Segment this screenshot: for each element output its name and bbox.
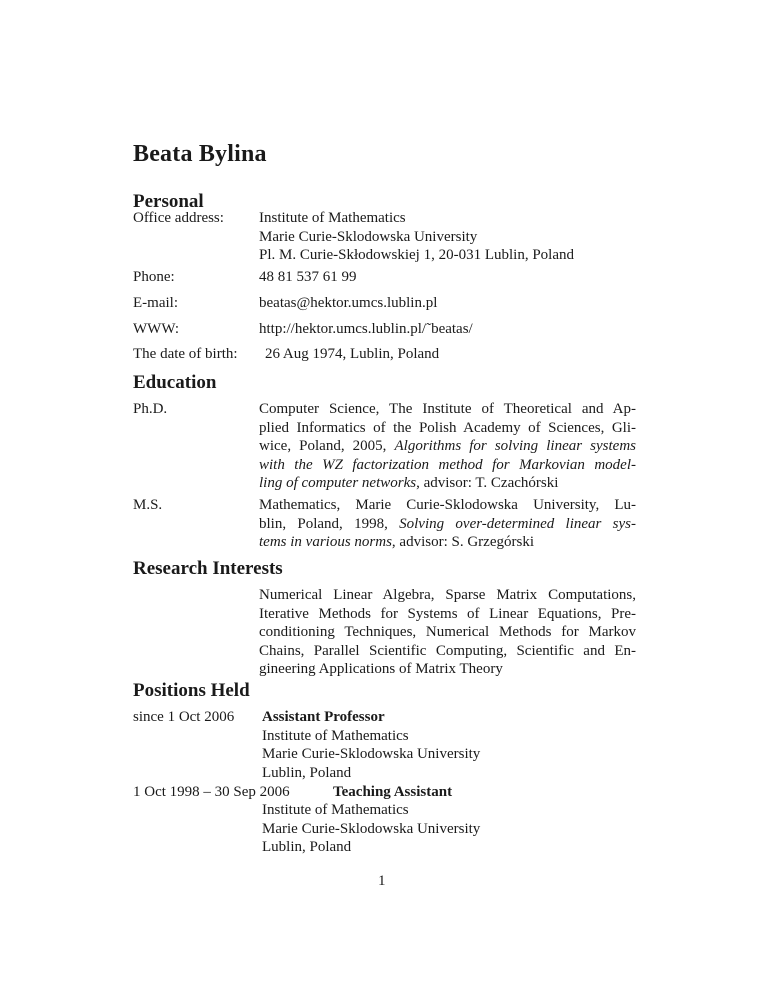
position-title: Teaching Assistant bbox=[333, 784, 453, 800]
position-line: Institute of Mathematics bbox=[262, 802, 409, 818]
position-line: Marie Curie-Sklodowska University bbox=[262, 746, 481, 762]
section-heading-personal: Personal bbox=[133, 191, 204, 212]
section-heading-research: Research Interests bbox=[133, 558, 283, 579]
date-of-birth-value: 26 Aug 1974, Lublin, Poland bbox=[265, 346, 440, 362]
office-address-line: Pl. M. Curie-Skłodowskiej 1, 20-031 Lublin, Poland bbox=[259, 247, 574, 263]
research-interests-text bbox=[259, 586, 636, 679]
ms-thesis-title: tems in various norms bbox=[259, 534, 392, 550]
ms-thesis-title: Solving over-determined linear sys- bbox=[399, 515, 636, 532]
www-label: WWW: bbox=[133, 321, 180, 337]
phd-line: ling of computer networks, advisor: T. Czachórski bbox=[259, 475, 559, 491]
position-entry bbox=[262, 708, 639, 782]
phd-thesis-title: Algorithms for solving linear systems bbox=[394, 438, 637, 454]
office-address-label: Office address: bbox=[133, 210, 224, 226]
phd-line: plied Informatics of the Polish Academy of Sciences, Gli- bbox=[259, 419, 636, 436]
ms-label: M.S. bbox=[133, 497, 163, 513]
phd-line bbox=[259, 456, 636, 475]
phd-thesis-title: with the WZ factorization method for Markovian model- bbox=[259, 456, 636, 473]
email-value: beatas@hektor.umcs.lublin.pl bbox=[259, 295, 438, 311]
ms-line: Mathematics, Marie Curie-Sklodowska University, Lu- bbox=[259, 497, 636, 513]
position-entry bbox=[262, 801, 639, 857]
page-number: 1 bbox=[378, 873, 386, 889]
research-line: Chains, Parallel Scientific Computing, Scientific and En- bbox=[259, 642, 636, 659]
phd-thesis-title: ling of computer networks bbox=[259, 475, 417, 491]
research-line: Numerical Linear Algebra, Sparse Matrix Computations, bbox=[259, 587, 636, 603]
section-heading-education: Education bbox=[133, 372, 217, 393]
ms-description bbox=[259, 496, 636, 552]
position-period: 1 Oct 1998 – 30 Sep 2006 bbox=[133, 784, 290, 800]
date-of-birth-label: The date of birth: bbox=[133, 346, 238, 362]
phd-label: Ph.D. bbox=[133, 401, 168, 417]
position-line: Lublin, Poland bbox=[262, 839, 352, 855]
phone-label: Phone: bbox=[133, 269, 175, 285]
research-line: Iterative Methods for Systems of Linear Equations, Pre- bbox=[259, 605, 636, 622]
position-period: since 1 Oct 2006 bbox=[133, 709, 235, 725]
research-line: conditioning Techniques, Numerical Methods for Markov bbox=[259, 624, 636, 640]
phd-line: Computer Science, The Institute of Theoretical and Ap- bbox=[259, 401, 636, 417]
position-line: Lublin, Poland bbox=[262, 764, 352, 781]
phd-description bbox=[259, 400, 636, 493]
position-title: Assistant Professor bbox=[262, 709, 385, 725]
phone-value: 48 81 537 61 99 bbox=[259, 269, 357, 285]
office-address-value bbox=[259, 209, 636, 265]
section-heading-positions: Positions Held bbox=[133, 680, 250, 701]
ms-line: blin, Poland, 1998, Solving over-determined linear sys- bbox=[259, 515, 636, 532]
person-name: Beata Bylina bbox=[133, 141, 267, 167]
www-value: http://hektor.umcs.lublin.pl/˜beatas/ bbox=[259, 321, 473, 337]
phd-line: wice, Poland, 2005, Algorithms for solving linear systems bbox=[259, 438, 637, 454]
position-line: Marie Curie-Sklodowska University bbox=[262, 820, 481, 837]
ms-line: tems in various norms, advisor: S. Grzegórski bbox=[259, 534, 534, 550]
office-address-line: Institute of Mathematics bbox=[259, 210, 406, 226]
position-line: Institute of Mathematics bbox=[262, 727, 409, 744]
position-title-row bbox=[333, 783, 710, 802]
office-address-line: Marie Curie-Sklodowska University bbox=[259, 228, 478, 245]
email-label: E-mail: bbox=[133, 295, 178, 311]
research-line: gineering Applications of Matrix Theory bbox=[259, 661, 503, 677]
